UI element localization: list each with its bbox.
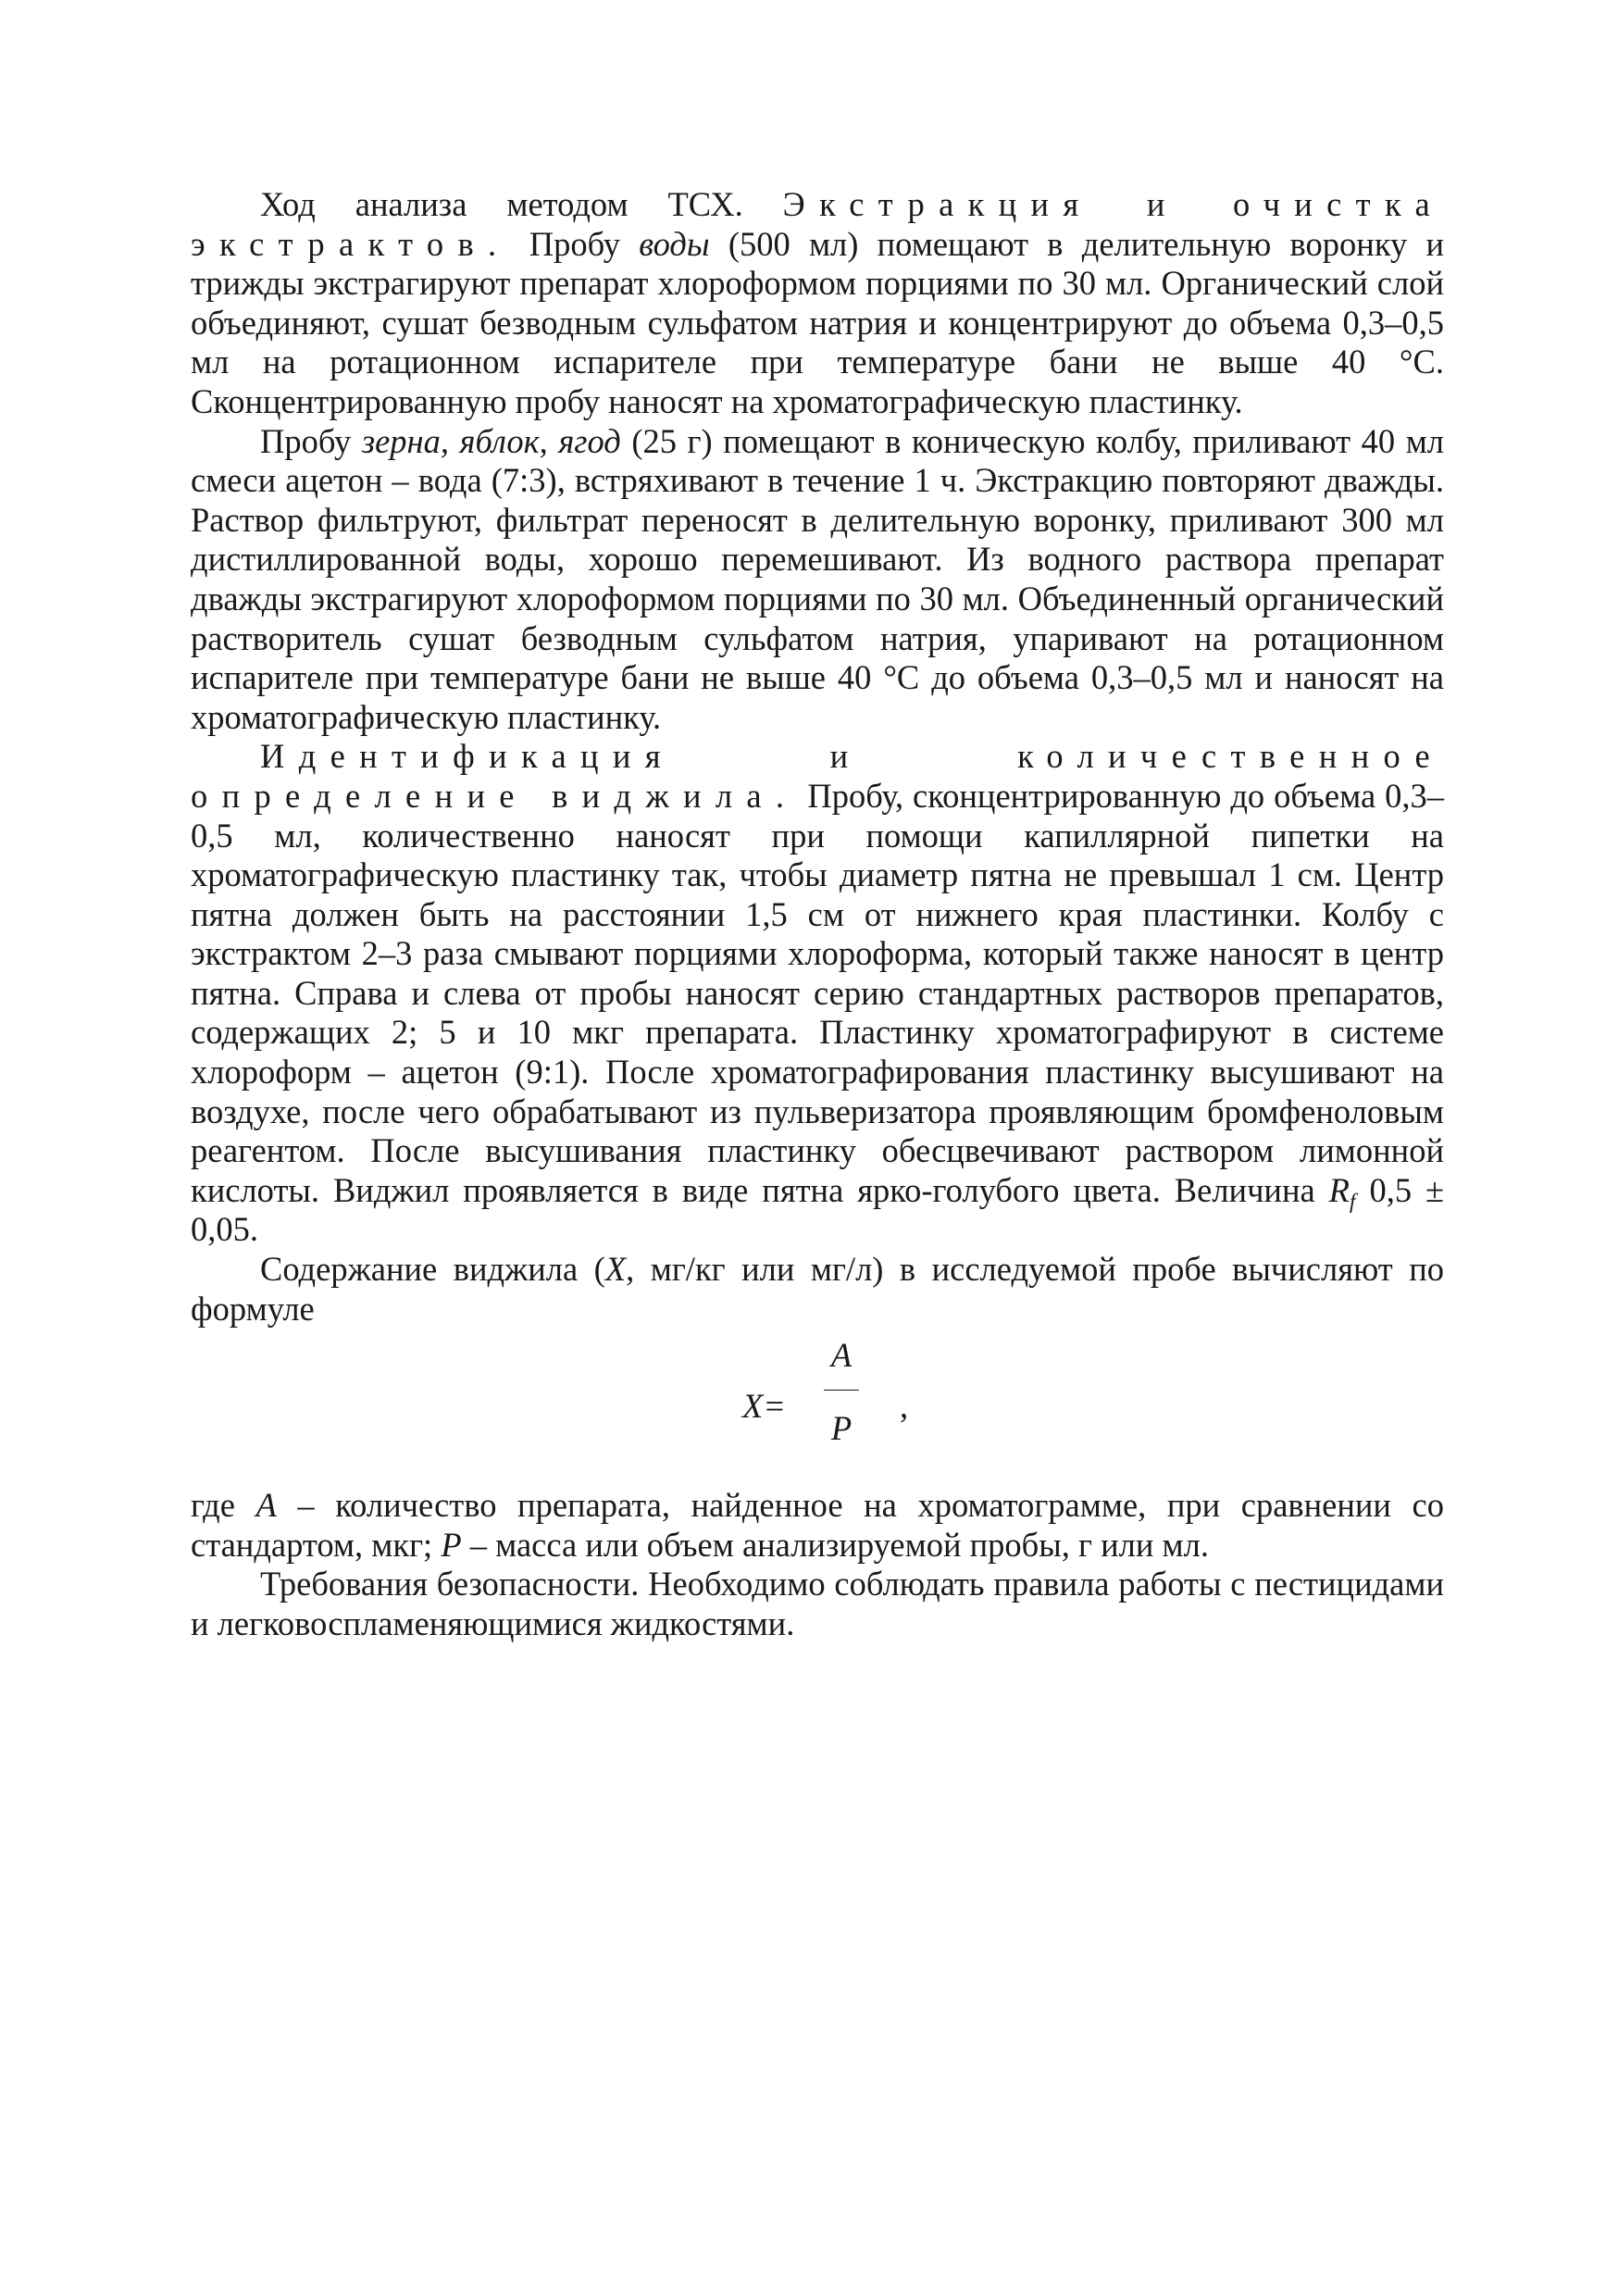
variable-a: A [255, 1486, 277, 1525]
paragraph-text: (500 мл) помещают в делительную воронку и трижды экстрагируют препарат хлороформом порциями по 30 мл. Органический слой объединяют, сушат безводным сульфатом натрия и концентрируют до объема 0,3–0,5 мл на ротационном испарителе при температуре бани не выше 40 °С. Сконцентрированную пробу наносят на хроматографическую пластинку. [191, 224, 1445, 420]
fraction-bar [824, 1390, 859, 1391]
variable-x: X [604, 1250, 627, 1289]
variable-p: P [441, 1525, 462, 1564]
paragraph-text: Пробу [529, 224, 621, 263]
rf-subscript: f [1349, 1189, 1356, 1214]
paragraph-text: Пробу, сконцентрированную до объема 0,3–0,5 мл, количественно наносят при помощи капиллярной пипетки на хроматографическую пластинку так, чтобы диаметр пятна не превышал 1 см. Центр пятна должен быть на расстоянии 1,5 см от нижнего края пластинки. Колбу с экстрактом 2–3 раза смывают порциями хлороформа, который также наносят в центр пятна. Справа и слева от пробы наносят серию стандартных растворов препаратов, содержащих 2; 5 и 10 мкг препарата. Пластинку хроматографируют в системе хлороформ – ацетон (9:1). После хроматографирования пластинку высушивают на воздухе, после чего обрабатывают из пульверизатора проявляющим бромфеноловым реагентом. После высушивания пластинку обесцвечивают раствором лимонной кислоты. Виджил проявляется в виде пятна ярко-голубого цвета. Величина [191, 776, 1444, 1209]
paragraph-extraction-grain [191, 422, 1444, 738]
paragraph-text: – количество препарата, найденное на хроматограмме, при сравнении со стандартом, мкг; [191, 1486, 1444, 1564]
formula-comma: , [900, 1387, 909, 1426]
formula [191, 1329, 1444, 1486]
rf-letter: R [1328, 1170, 1350, 1209]
paragraph-extraction-water [191, 185, 1444, 422]
formula-denominator: P [830, 1409, 853, 1448]
rf-symbol [1328, 1170, 1356, 1214]
extraction-subheading: Экстракция и очистка экстрактов. [191, 185, 1445, 263]
paragraph-text: Пробу [260, 421, 352, 460]
paragraph-text: Необходимо соблюдать правила работы с пестицидами и легковоспламеняющимися жидкостями. [191, 1565, 1445, 1642]
formula-numerator: A [830, 1336, 853, 1375]
paragraph-text: – масса или объем анализируемой пробы, г или мл. [469, 1525, 1209, 1564]
safety-heading: Требования безопасности. [260, 1565, 640, 1603]
document-body [191, 185, 1444, 1644]
paragraph-formula-legend [191, 1486, 1444, 1565]
paragraph-text: (25 г) помещают в коническую колбу, приливают 40 мл смеси ацетон – вода (7:3), встряхивают в течение 1 ч. Экстракцию повторяют дважды. Раствор фильтруют, фильтрат переносят в делительную воронку, приливают 300 мл дистиллированной воды, хорошо перемешивают. Из водного раствора препарат дважды экстрагируют хлороформом порциями по 30 мл. Объединенный органический растворитель сушат безводным сульфатом натрия, упаривают на ротационном испарителе при температуре бани не выше 40 °С до объема 0,3–0,5 мл и наносят на хроматографическую пластинку. [191, 421, 1445, 736]
paragraph-text: , мг/кг или мг/л) в исследуемой пробе вычисляют по формуле [191, 1250, 1444, 1328]
formula-fraction [809, 1336, 874, 1449]
sample-type-water: воды [639, 224, 710, 263]
paragraph-text: Содержание виджила ( [260, 1250, 605, 1289]
sample-types-grain-apples-berries: зерна, яблок, ягод [361, 421, 621, 460]
rf-value: 0,5 ± 0,05. [191, 1170, 1445, 1249]
paragraph-content-formula-intro [191, 1250, 1444, 1329]
paragraph-safety [191, 1565, 1444, 1643]
paragraph-text: где [191, 1486, 235, 1525]
method-heading: Ход анализа методом ТСХ. [260, 185, 743, 223]
paragraph-identification [191, 737, 1444, 1250]
formula-lhs: X= [742, 1387, 786, 1426]
identification-subheading: Идентификация и количественное определение виджила. [191, 737, 1444, 815]
